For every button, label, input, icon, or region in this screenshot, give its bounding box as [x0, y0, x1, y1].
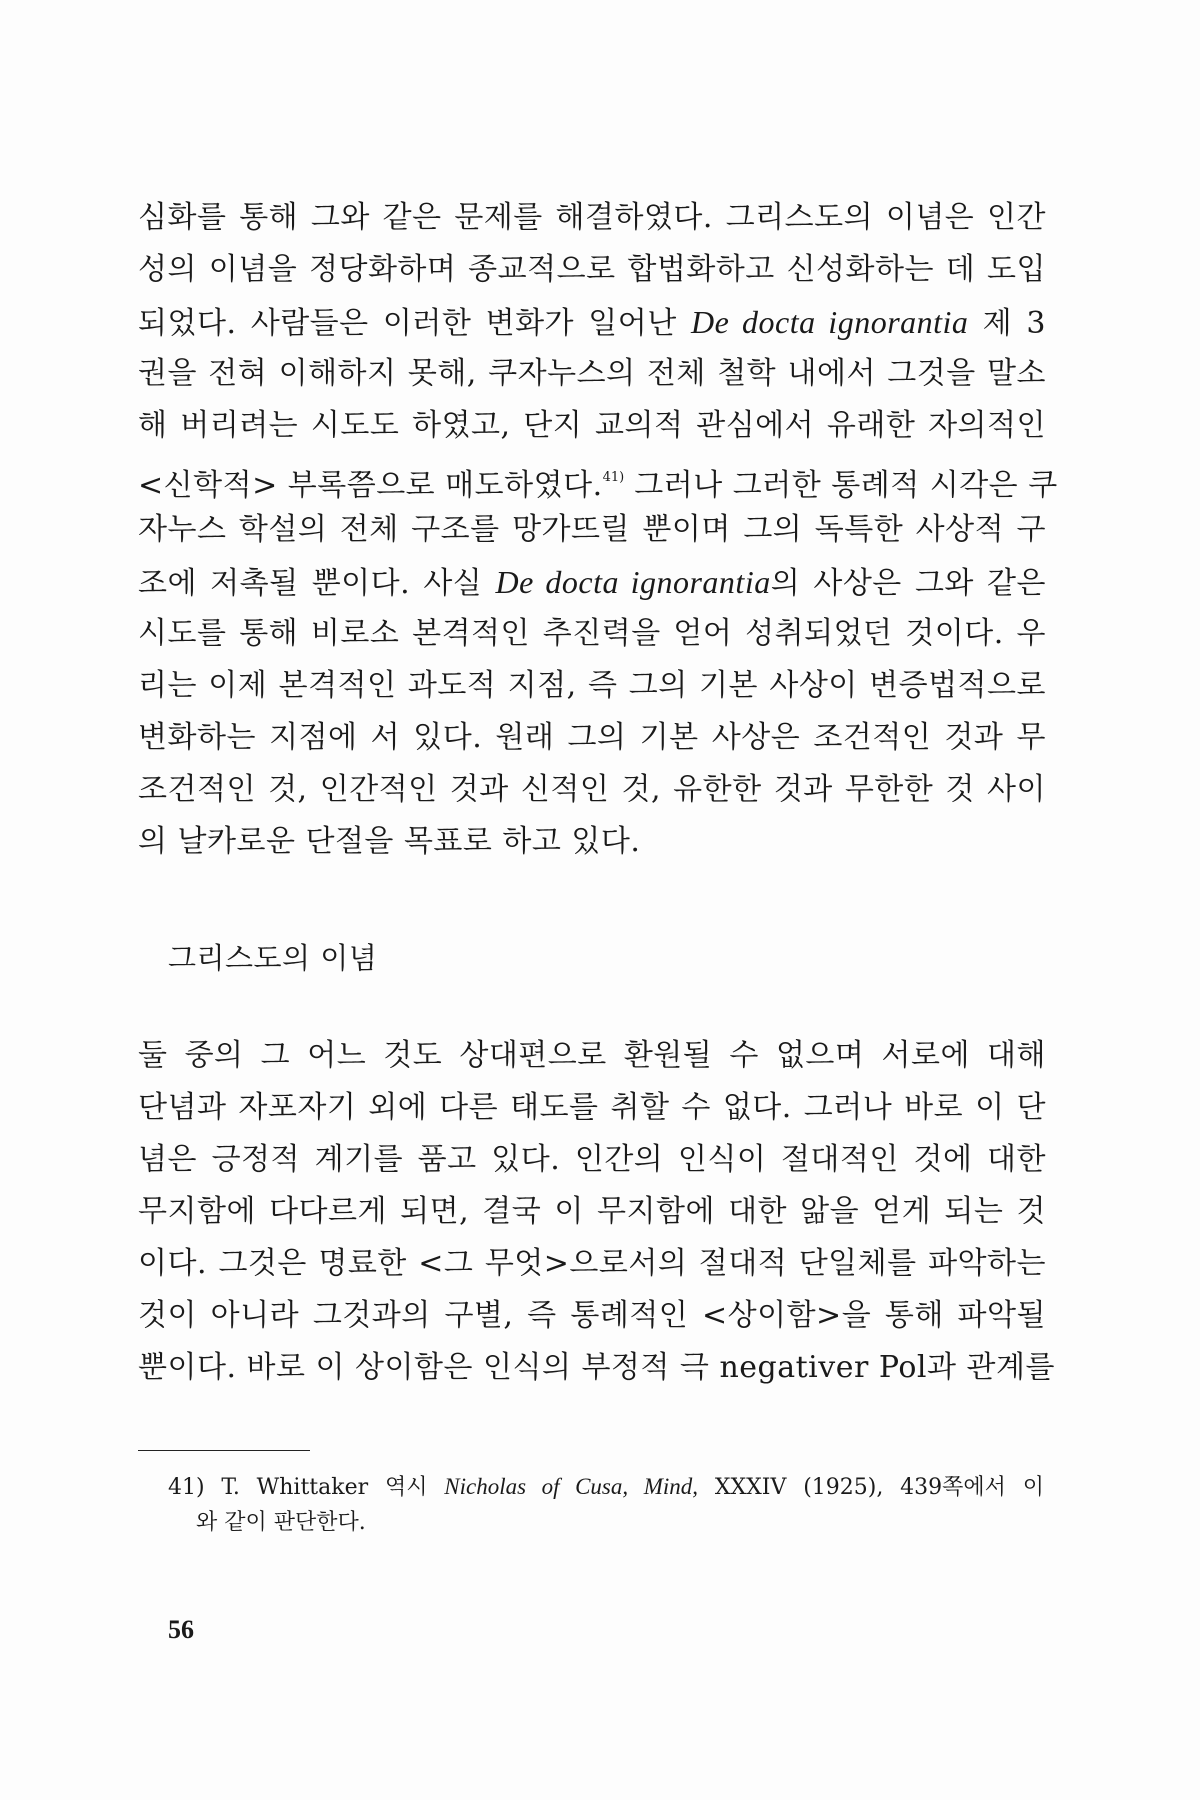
book-title-italic: De docta ignorantia	[690, 304, 969, 340]
footnote-text: XXXIV (1925), 439쪽에서 이	[698, 1475, 1044, 1500]
body-line: 이다. 그것은 명료한 <그 무엇>으로서의 절대적 단일체를 파악하는	[138, 1246, 1046, 1281]
body-text: 조에 저촉될 뿐이다. 사실	[138, 566, 496, 601]
body-line: 심화를 통해 그와 같은 문제를 해결하였다. 그리스도의 이념은 인간	[138, 200, 1046, 235]
footnote-line	[168, 1470, 1044, 1505]
body-text: 제 3	[968, 306, 1047, 341]
footnote-title-italic: Nicholas of Cusa, Mind,	[444, 1474, 698, 1499]
body-line: 무지함에 다다르게 되면, 결국 이 무지함에 대한 앎을 얻게 되는 것	[138, 1194, 1046, 1229]
body-line: 의 날카로운 단절을 목표로 하고 있다.	[138, 824, 641, 859]
body-line: 단념과 자포자기 외에 다른 태도를 취할 수 없다. 그러나 바로 이 단	[138, 1090, 1046, 1125]
body-line: 권을 전혀 이해하지 못해, 쿠자누스의 전체 철학 내에서 그것을 말소	[138, 356, 1046, 391]
section-heading: 그리스도의 이념	[168, 941, 378, 975]
body-line: 조건적인 것, 인간적인 것과 신적인 것, 유한한 것과 무한한 것 사이	[138, 772, 1046, 807]
page-number: 56	[168, 1615, 194, 1644]
body-text: 그러나 그러한 통례적 시각은 쿠	[624, 468, 1058, 503]
body-line: 뿐이다. 바로 이 상이함은 인식의 부정적 극 negativer Pol과 관계를	[138, 1350, 1055, 1385]
body-line: 념은 긍정적 계기를 품고 있다. 인간의 인식이 절대적인 것에 대한	[138, 1142, 1046, 1177]
footnote-reference: 41)	[602, 470, 625, 485]
book-title-italic: De docta ignorantia	[495, 564, 771, 600]
body-line	[138, 560, 1046, 604]
body-line	[138, 456, 1058, 503]
body-line: 변화하는 지점에 서 있다. 원래 그의 기본 사상은 조건적인 것과 무	[138, 720, 1046, 755]
footnote-separator	[138, 1450, 310, 1451]
body-line: 해 버리려는 시도도 하였고, 단지 교의적 관심에서 유래한 자의적인	[138, 408, 1046, 443]
body-line: 시도를 통해 비로소 본격적인 추진력을 얻어 성취되었던 것이다. 우	[138, 616, 1046, 651]
footnote-text: 41) T. Whittaker 역시	[168, 1475, 445, 1500]
footnote-line: 와 같이 판단한다.	[196, 1510, 366, 1535]
body-text: 되었다. 사람들은 이러한 변화가 일어난	[138, 306, 691, 341]
body-line: 성의 이념을 정당화하며 종교적으로 합법화하고 신성화하는 데 도입	[138, 252, 1046, 287]
body-line: 것이 아니라 그것과의 구별, 즉 통례적인 <상이함>을 통해 파악될	[138, 1298, 1046, 1333]
body-text: <신학적> 부록쯤으로 매도하였다.	[138, 468, 603, 503]
body-line	[138, 300, 1046, 344]
body-line: 둘 중의 그 어느 것도 상대편으로 환원될 수 없으며 서로에 대해	[138, 1038, 1046, 1073]
body-line: 자누스 학설의 전체 구조를 망가뜨릴 뿐이며 그의 독특한 사상적 구	[138, 512, 1046, 547]
body-line: 리는 이제 본격적인 과도적 지점, 즉 그의 기본 사상이 변증법적으로	[138, 668, 1046, 703]
body-text: 의 사상은 그와 같은	[770, 566, 1047, 601]
